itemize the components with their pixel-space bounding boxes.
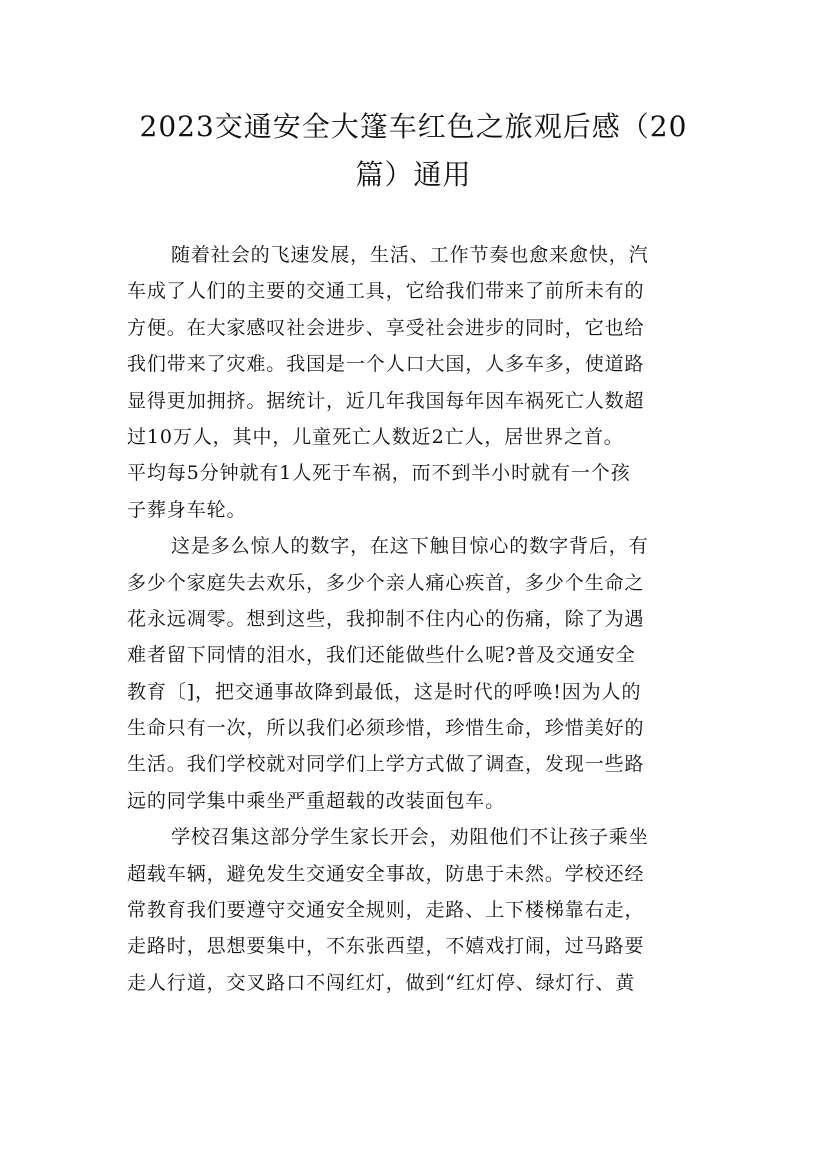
body-text-line: 花永远凋零。想到这些，我抑制不住内心的伤痛，除了为遇 (127, 607, 645, 630)
body-text-line: 远的同学集中乘坐严重超载的改装面包车。 (127, 789, 506, 812)
body-text-line: 多少个家庭失去欢乐，多少个亲人痛心疾首，多少个生命之 (127, 571, 645, 594)
body-text-line: 生活。我们学校就对同学们上学方式做了调查，发现一些路 (127, 753, 645, 776)
body-text-line: 过10万人，其中，儿童死亡人数近2亡人，居世界之首。 (127, 425, 624, 448)
body-text-line: 生命只有一次，所以我们必须珍惜，珍惜生命，珍惜美好的 (127, 717, 645, 740)
body-text-line: 走路时，思想要集中，不东张西望，不嬉戏打闹，过马路要 (127, 935, 645, 958)
body-text-line: 方便。在大家感叹社会进步、享受社会进步的同时，它也给 (127, 316, 645, 339)
body-text-line: 这是多么惊人的数字，在这下触目惊心的数字背后，有 (171, 535, 649, 558)
title-line: 2023交通安全大篷车红色之旅观后感（20 (139, 110, 688, 143)
body-text-line: 平均每5分钟就有1人死于车祸，而不到半小时就有一个孩 (127, 462, 631, 485)
body-text-line: 常教育我们要遵守交通安全规则，走路、上下楼梯靠右走， (127, 899, 645, 922)
body-text-line: 教育〔]，把交通事故降到最低，这是时代的呼唤!因为人的 (127, 680, 642, 703)
body-text-line: 子葬身车轮。 (127, 498, 247, 521)
body-text-line: 我们带来了灾难。我国是一个人口大国，人多车多，使道路 (127, 353, 645, 376)
body-text-line: 学校召集这部分学生家长开会，劝阻他们不让孩子乘坐 (171, 826, 649, 849)
body-text-line: 车成了人们的主要的交通工具，它给我们带来了前所未有的 (127, 280, 645, 303)
document-body (127, 237, 712, 1001)
body-text-line: 超载车辆，避免发生交通安全事故，防患于未然。学校还经 (127, 862, 645, 885)
body-text-line: 难者留下同情的泪水，我们还能做些什么呢?普及交通安全 (127, 644, 636, 667)
title-line: 篇）通用 (355, 158, 472, 191)
document-title (110, 103, 717, 199)
body-text-line: 走人行道，交叉路口不闯红灯，做到“红灯停、绿灯行、黄 (127, 971, 636, 994)
body-text-line: 随着社会的飞速发展，生活、工作节奏也愈来愈快，汽 (171, 244, 649, 266)
body-text-line: 显得更加拥挤。据统计，近几年我国每年因车祸死亡人数超 (127, 389, 645, 412)
